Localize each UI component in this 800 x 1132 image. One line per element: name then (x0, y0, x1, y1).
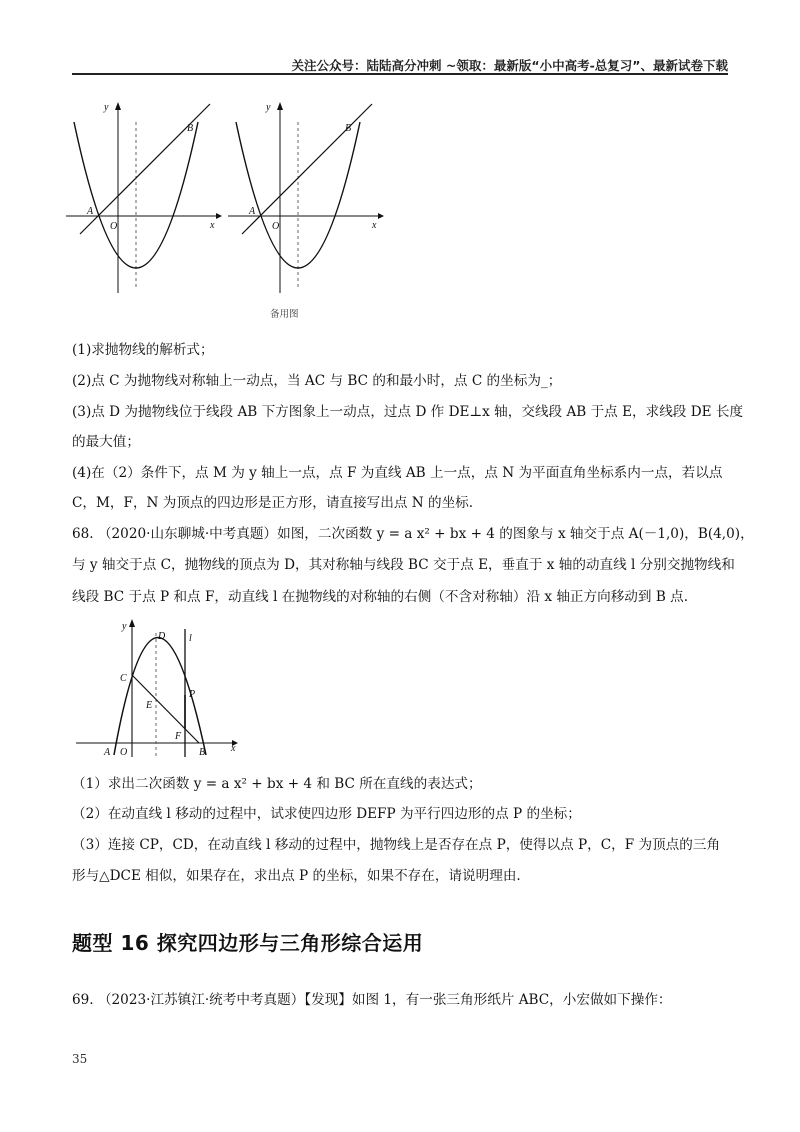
page-header: 关注公众号：陆陆高分冲刺 ~领取：最新版“小中高考-总复习”、最新试卷下载 (291, 58, 728, 73)
page-number: 35 (72, 1052, 88, 1066)
figure-parabola-2 (228, 98, 386, 298)
label-x: x (372, 220, 377, 231)
line-ab (242, 104, 372, 234)
figure-problem68 (72, 615, 248, 761)
p69-line1: 69. （2023·江苏镇江·统考中考真题）【发现】如图 1，有一张三角形纸片 ABC，小宏做如下操作： (72, 992, 672, 1008)
figure-caption: 备用图 (270, 309, 299, 320)
label-b: B (199, 747, 206, 758)
p67-q3a: (3)点 D 为抛物线位于线段 AB 下方图象上一动点，过点 D 作 DE⊥x 轴，交线段 AB 于点 E，求线段 DE 长度 (72, 404, 744, 420)
figure-parabola-1 (66, 98, 224, 298)
p68-line3: 线段 BC 于点 P 和点 F，动直线 l 在抛物线的对称轴的右侧（不含对称轴）沿 x 轴正方向移动到 B 点. (72, 589, 689, 605)
p67-q3b: 的最大值； (72, 434, 140, 450)
header-rule (72, 73, 728, 75)
label-d: D (158, 631, 166, 642)
label-a: A (87, 206, 94, 217)
p67-q4b: C，M，F，N 为顶点的四边形是正方形，请直接写出点 N 的坐标. (72, 495, 474, 511)
section-title: 题型 16 探究四边形与三角形综合运用 (72, 931, 424, 955)
label-l: l (189, 633, 192, 644)
p67-q4a: (4)在（2）条件下，点 M 为 y 轴上一点，点 F 为直线 AB 上一点，点 N 为平面直角坐标系内一点，若以点 (72, 465, 723, 481)
p67-q1: (1)求抛物线的解析式； (72, 342, 214, 358)
label-b: B (187, 123, 194, 134)
label-o: O (272, 221, 280, 232)
label-o: O (110, 221, 118, 232)
label-y: y (122, 621, 127, 632)
x-axis-arrow (216, 213, 222, 219)
label-a: A (104, 747, 111, 758)
p68-line1: 68. （2020·山东聊城·中考真题）如图，二次函数 y = a x² + bx + 4 的图象与 x 轴交于点 A(－1,0)，B(4,0)， (72, 526, 754, 542)
y-axis-arrow (115, 102, 121, 110)
p68-q3b: 形与△DCE 相似，如果存在，求出点 P 的坐标，如果不存在，请说明理由. (72, 868, 521, 884)
label-p: P (189, 689, 196, 700)
y-axis-arrow (277, 102, 283, 110)
label-a: A (249, 206, 256, 217)
label-y: y (104, 102, 109, 113)
p68-q2: （2）在动直线 l 移动的过程中，试求使四边形 DEFP 为平行四边形的点 P 的坐标； (72, 806, 581, 822)
label-c: C (120, 673, 127, 684)
p68-q3a: （3）连接 CP，CD，在动直线 l 移动的过程中，抛物线上是否存在点 P，使得以点 P，C，F 为顶点的三角 (72, 837, 721, 853)
x-axis-arrow (378, 213, 384, 219)
label-f: F (175, 731, 182, 742)
p68-q1: （1）求出二次函数 y = a x² + bx + 4 和 BC 所在直线的表达式； (72, 776, 482, 792)
label-x: x (231, 743, 236, 754)
y-axis-arrow (129, 619, 135, 627)
label-y: y (266, 102, 271, 113)
label-e: E (146, 700, 153, 711)
label-o: O (120, 747, 128, 758)
label-b: B (345, 123, 352, 134)
segment-bc (132, 675, 199, 743)
p67-q2: (2)点 C 为抛物线对称轴上一动点，当 AC 与 BC 的和最小时，点 C 的坐标为_； (72, 373, 562, 389)
p68-line2: 与 y 轴交于点 C，抛物线的顶点为 D，其对称轴与线段 BC 交于点 E，垂直于 x 轴的动直线 l 分别交抛物线和 (72, 557, 735, 573)
label-x: x (210, 220, 215, 231)
